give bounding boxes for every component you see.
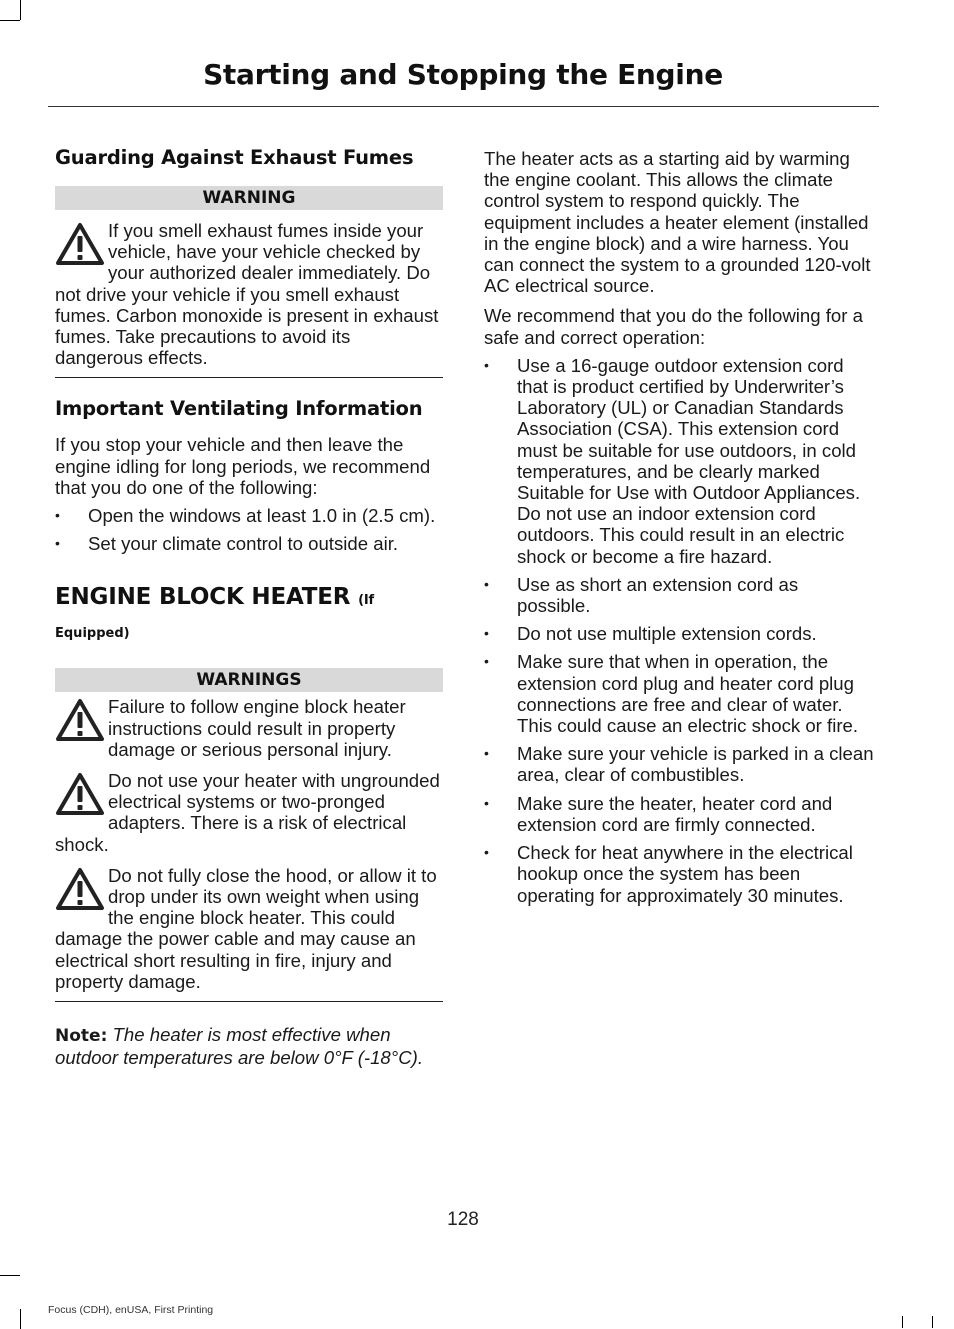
crop-mark-bottom-right-a: [902, 1316, 903, 1328]
warning-item: [55, 696, 443, 760]
right-column: [484, 148, 874, 906]
list-item: • Make sure the heater, heater cord and extension cord are firmly connected.: [484, 793, 874, 835]
section-qualifier: Equipped): [55, 626, 130, 642]
ventilating-list: [55, 505, 443, 554]
crop-mark-top-left-horizontal: [0, 20, 20, 21]
list-item: • Make sure your vehicle is parked in a clean area, clear of combustibles.: [484, 743, 874, 785]
heater-description: The heater acts as a starting aid by warming the engine coolant. This allows the climate control system to respond quickly. The equipment includes a heater element (installed in the engine block) and a wire harness. You can connect the system to a grounded 120-volt AC electrical source.: [484, 148, 871, 297]
section-qualifier-open: (If: [358, 593, 374, 609]
warning-text: Do not use your heater with ungrounded electrical systems or two-pronged adapters. There is a risk of electrical shock.: [55, 770, 440, 855]
note-label: Note:: [55, 1026, 108, 1047]
list-item: • Do not use multiple extension cords.: [484, 623, 874, 644]
page-title: Starting and Stopping the Engine: [203, 58, 723, 91]
warnings-label: WARNINGS: [55, 668, 443, 692]
note-text: The heater is most effective when outdoor temperatures are below 0°F (-18°C).: [55, 1024, 423, 1069]
title-rule: [48, 106, 879, 107]
recommendation-list: [484, 355, 874, 906]
section-heading: [55, 584, 443, 610]
list-item: • Open the windows at least 1.0 in (2.5 cm).: [55, 505, 443, 526]
list-item: • Use a 16-gauge outdoor extension cord that is product certified by Underwriter’s Laboratory (UL) or Canadian Standards Association (CSA). This extension cord must be suitable for use outdoors, in cold temperatures, and be clearly marked Suitable for Use with Outdoor Appliances. Do not use an indoor extension cord outdoors. This could result in an electric shock or become a fire hazard.: [484, 355, 874, 567]
crop-mark-bottom-left-horizontal: [0, 1275, 20, 1276]
warning-item: [55, 770, 443, 855]
list-item: • Use as short an extension cord as possible.: [484, 574, 874, 616]
warning-text: If you smell exhaust fumes inside your vehicle, have your vehicle checked by your authorized dealer immediately. Do not drive your vehicle if you smell exhaust fumes. Carbon monoxide is present in exhaust fumes. Take precautions to avoid its dangerous effects.: [55, 220, 439, 369]
warning-triangle-icon: [55, 698, 105, 742]
left-column: [55, 146, 443, 1068]
warning-item: [55, 865, 443, 992]
warning-triangle-icon: [55, 772, 105, 816]
warning-triangle-icon: [55, 222, 105, 266]
warning-label: WARNING: [55, 186, 443, 210]
warning-text: Do not fully close the hood, or allow it to drop under its own weight when using the engine block heater. This could damage the power cable and may cause an electrical short resulting in fire, injury and property damage.: [55, 864, 437, 992]
warning-item: [55, 220, 443, 368]
list-item: • Set your climate control to outside air.: [55, 533, 443, 554]
page-number: 128: [447, 1209, 479, 1230]
warning-triangle-icon: [55, 867, 105, 911]
crop-mark-top-left-vertical: [20, 0, 21, 20]
warning-text: Failure to follow engine block heater instructions could result in property damage or serious personal injury.: [108, 696, 406, 760]
exhaust-heading: Guarding Against Exhaust Fumes: [55, 146, 414, 169]
exhaust-warning-box: [55, 186, 443, 378]
list-item: • Check for heat anywhere in the electrical hookup once the system has been operating for approximately 30 minutes.: [484, 842, 874, 906]
ventilating-heading: Important Ventilating Information: [55, 397, 423, 421]
note: [55, 1024, 443, 1068]
section-heading-text: ENGINE BLOCK HEATER: [55, 584, 351, 611]
crop-mark-bottom-left-vertical: [20, 1309, 21, 1329]
footer-text: Focus (CDH), enUSA, First Printing: [48, 1304, 214, 1316]
crop-mark-bottom-right-b: [932, 1316, 933, 1328]
list-item: • Make sure that when in operation, the extension cord plug and heater cord plug connections are free and clear of water. This could cause an electric shock or fire.: [484, 651, 874, 736]
heater-warnings-box: [55, 668, 443, 1002]
recommendation-intro: We recommend that you do the following for a safe and correct operation:: [484, 305, 863, 348]
ventilating-intro: If you stop your vehicle and then leave the engine idling for long periods, we recommend that you do one of the following:: [55, 434, 431, 498]
